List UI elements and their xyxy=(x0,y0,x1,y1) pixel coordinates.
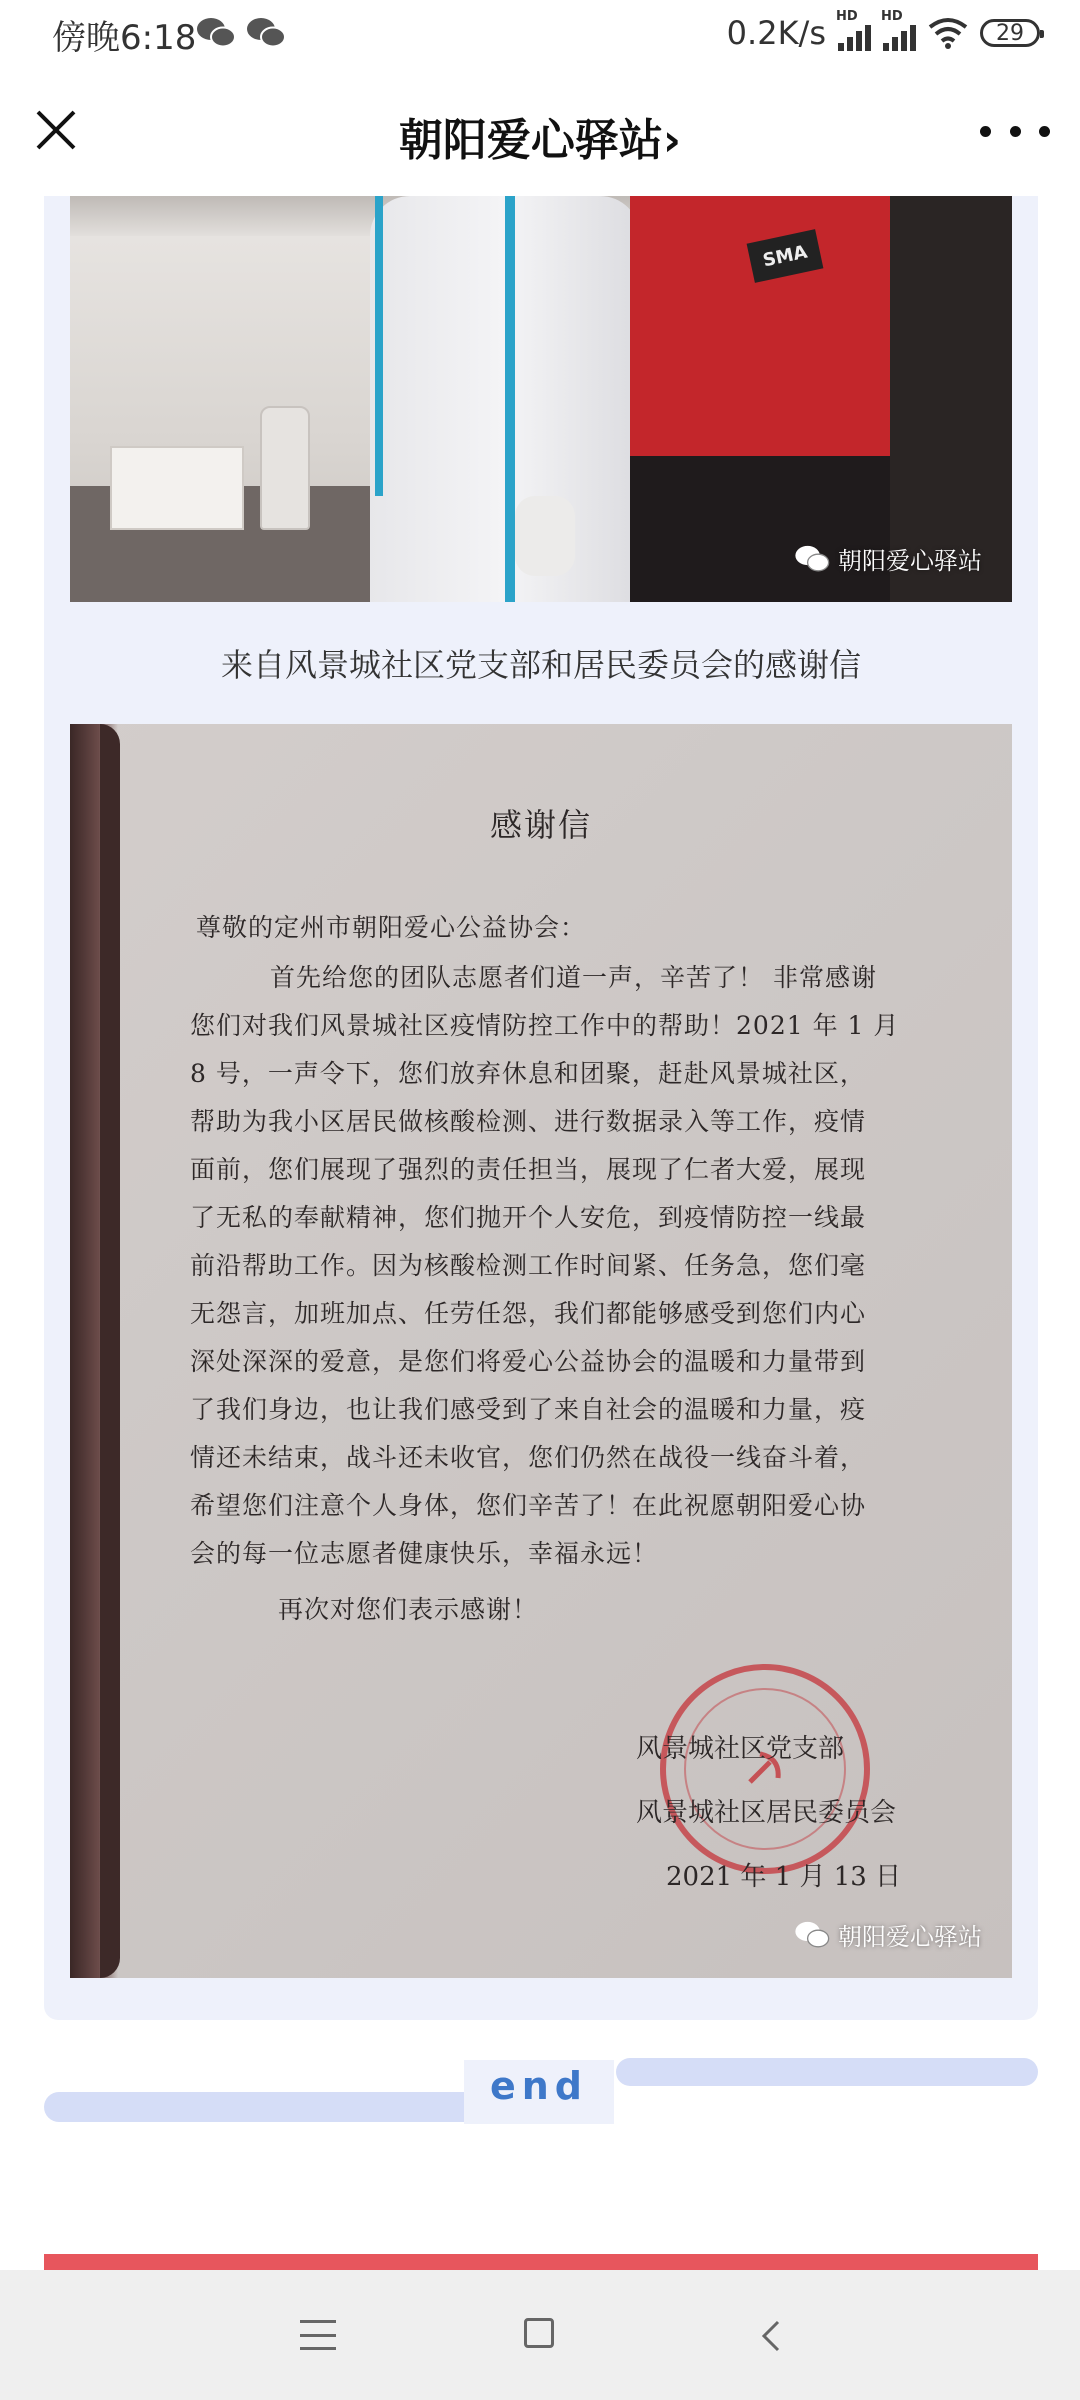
status-bar xyxy=(0,0,1080,66)
letter-line: 面前，您们展现了强烈的责任担当，展现了仁者大爱，展现 xyxy=(190,1155,867,1184)
letter-line: 8 号，一声令下，您们放弃休息和团聚，赶赴风景城社区， xyxy=(190,1059,866,1088)
hd-badge: HD xyxy=(836,9,858,24)
wechat-icon xyxy=(794,1921,830,1949)
letter-title: 感谢信 xyxy=(489,806,592,844)
page-title[interactable] xyxy=(0,104,1080,168)
end-label: end xyxy=(489,2064,589,2108)
title-bar xyxy=(0,66,1080,196)
letter-date: 2021 年 1 月 13 日 xyxy=(666,1862,902,1892)
letter-line: 您们对我们风景城社区疫情防控工作中的帮助！2021 年 1 月 xyxy=(190,1011,900,1040)
letter-line: 情还未结束，战斗还未收官，您们仍然在战役一线奋斗着， xyxy=(190,1443,867,1472)
account-name[interactable]: 朝阳爱心驿站 xyxy=(398,115,663,166)
letter-line: 会的每一位志愿者健康快乐，幸福永远！ xyxy=(190,1539,659,1568)
battery-icon: 29 xyxy=(980,19,1040,47)
system-nav-bar xyxy=(0,2270,1080,2400)
letter-line: 希望您们注意个人身体，您们辛苦了！在此祝愿朝阳爱心协 xyxy=(190,1491,867,1520)
end-divider-bar xyxy=(44,2092,514,2122)
letter-signature-residents-committee: 风景城社区居民委员会 xyxy=(636,1798,897,1828)
letter-line: 了我们身边，也让我们感受到了来自社会的温暖和力量，疫 xyxy=(190,1395,867,1424)
signal-icon xyxy=(836,9,871,51)
thank-you-letter-photo[interactable] xyxy=(70,724,1012,1978)
hd-badge: HD xyxy=(881,9,903,24)
status-time: 傍晚6:18 xyxy=(52,18,197,58)
wechat-icon xyxy=(246,16,286,50)
wechat-icon xyxy=(196,16,236,50)
wechat-icon xyxy=(794,545,830,573)
letter-signature-party-branch: 风景城社区党支部 xyxy=(636,1734,845,1764)
letter-line: 再次对您们表示感谢！ xyxy=(278,1595,539,1624)
network-speed: 0.2K/s xyxy=(726,14,826,52)
bottom-red-bar xyxy=(44,2254,1038,2270)
letter-line: 前沿帮助工作。因为核酸检测工作时间紧、任务急，您们毫 xyxy=(190,1251,867,1280)
back-icon[interactable] xyxy=(752,2316,792,2356)
letter-line: 了无私的奉献精神，您们抛开个人安危，到疫情防控一线最 xyxy=(190,1203,867,1232)
photo-watermark xyxy=(794,541,982,576)
letter-line: 首先给您的团队志愿者们道一声，辛苦了！ 非常感谢 xyxy=(270,963,877,992)
letter-watermark xyxy=(794,1917,982,1952)
wifi-icon xyxy=(928,17,968,49)
watermark-text: 朝阳爱心驿站 xyxy=(838,1923,982,1951)
photo-caption: 来自风景城社区党支部和居民委员会的感谢信 xyxy=(220,646,861,684)
menu-icon[interactable] xyxy=(300,2320,336,2350)
vest-badge: SMA xyxy=(747,229,824,283)
volunteer-photo[interactable] xyxy=(70,196,1012,602)
chevron-right-icon: › xyxy=(662,115,682,166)
red-seal-stamp xyxy=(660,1664,870,1874)
letter-line: 无怨言，加班加点、任劳任怨，我们都能够感受到您们内心 xyxy=(190,1299,867,1328)
letter-line: 深处深深的爱意，是您们将爱心公益协会的温暖和力量带到 xyxy=(190,1347,867,1376)
end-divider-bar xyxy=(616,2058,1038,2086)
more-icon[interactable] xyxy=(980,106,1050,156)
watermark-text: 朝阳爱心驿站 xyxy=(838,547,982,575)
letter-line: 尊敬的定州市朝阳爱心公益协会： xyxy=(196,913,587,942)
letter-line: 帮助为我小区居民做核酸检测、进行数据录入等工作，疫情 xyxy=(190,1107,867,1136)
signal-icon xyxy=(881,9,916,51)
home-icon[interactable] xyxy=(524,2318,554,2348)
